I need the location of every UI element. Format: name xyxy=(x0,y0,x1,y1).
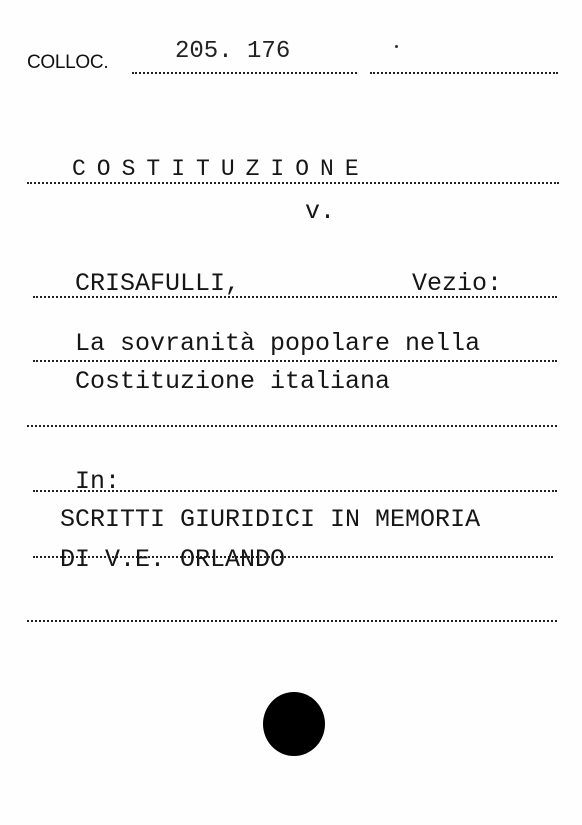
colloc-dotted-line-2 xyxy=(370,72,558,74)
subject-heading: COSTITUZIONE xyxy=(72,156,370,182)
author-name: Vezio: xyxy=(412,269,503,298)
title-line-2: Costituzione italiana xyxy=(75,367,391,396)
title-dotted-line-2 xyxy=(27,425,557,427)
in-label: In: xyxy=(75,467,121,496)
colloc-label: COLLOC. xyxy=(27,52,109,73)
ink-speck xyxy=(395,45,398,48)
punch-hole xyxy=(263,692,325,756)
colloc-dotted-line-1 xyxy=(132,72,357,74)
author-surname: CRISAFULLI, xyxy=(75,269,241,298)
source-line-2: DI V.E. ORLANDO xyxy=(60,545,286,574)
title-dotted-line-1 xyxy=(33,360,557,362)
colloc-number: 205. 176 xyxy=(175,38,291,65)
title-line-1: La sovranità popolare nella xyxy=(75,329,481,358)
bottom-dotted-line xyxy=(27,620,557,622)
versus-label: v. xyxy=(305,197,336,226)
source-line-1: SCRITTI GIURIDICI IN MEMORIA xyxy=(60,505,481,534)
